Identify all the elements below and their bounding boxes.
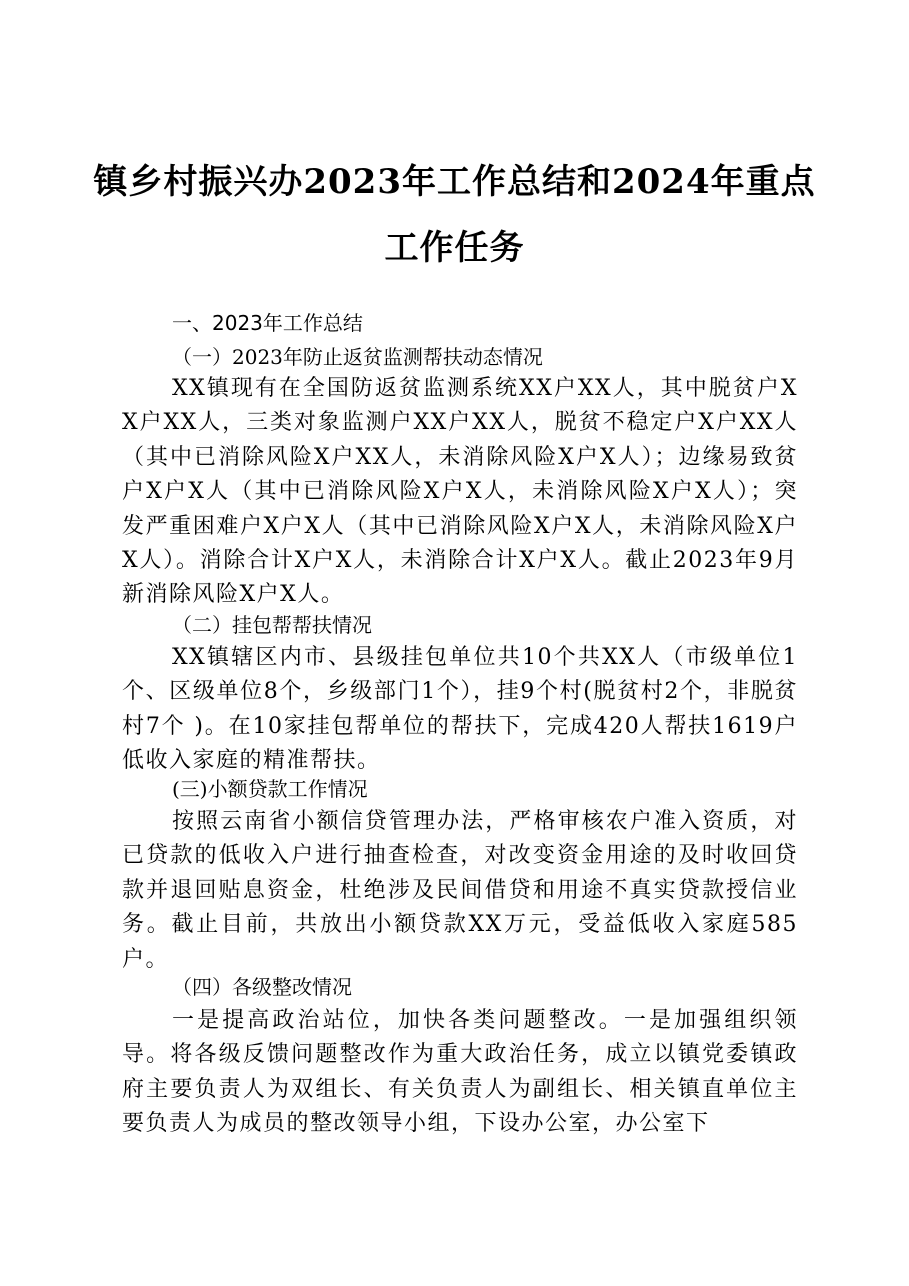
subsection-heading-monitoring: （一）2023年防止返贫监测帮扶动态情况	[172, 345, 543, 369]
paragraph-assistance: XX镇辖区内市、县级挂包单位共10个共XX人（市级单位1个、区级单位8个，乡级部门1个），挂9个村(脱贫村2个，非脱贫村7个 )。在10家挂包帮单位的帮扶下，完成420人帮扶1619户低收入家庭的精准帮扶。	[122, 645, 798, 774]
document-title-line1: 镇乡村振兴办2023年工作总结和2024年重点	[93, 162, 816, 202]
document-title-line2: 工作任务	[384, 228, 525, 268]
section-heading-2023-summary: 一、2023年工作总结	[172, 311, 363, 335]
paragraph-rectification: 一是提高政治站位，加快各类问题整改。一是加强组织领导。将各级反馈问题整改作为重大政治任务，成立以镇党委镇政府主要负责人为双组长、有关负责人为副组长、相关镇直单位主要负责人为成员的整改领导小组，下设办公室，办公室下	[122, 1008, 798, 1137]
paragraph-monitoring: XX镇现有在全国防返贫监测系统XX户XX人，其中脱贫户XX户XX人，三类对象监测户XX户XX人，脱贫不稳定户X户XX人（其中已消除风险X户XX人，未消除风险X户X人）；边缘易致贫户X户X人（其中已消除风险X户X人，未消除风险X户X人）；突发严重困难户X户X人（其中已消除风险X户X人，未消除风险X户X人）。消除合计X户X人，未消除合计X户X人。截止2023年9月新消除风险X户X人。	[122, 376, 798, 608]
subsection-heading-assistance: （二）挂包帮帮扶情况	[172, 613, 372, 637]
paragraph-microloans: 按照云南省小额信贷管理办法，严格审核农户准入资质，对已贷款的低收入户进行抽查检查，对改变资金用途的及时收回贷款并退回贴息资金，杜绝涉及民间借贷和用途不真实贷款授信业务。截止目前，共放出小额贷款XX万元，受益低收入家庭585户。	[122, 809, 798, 972]
subsection-heading-rectification: （四）各级整改情况	[172, 975, 352, 999]
subsection-heading-microloans: (三)小额贷款工作情况	[172, 777, 368, 801]
